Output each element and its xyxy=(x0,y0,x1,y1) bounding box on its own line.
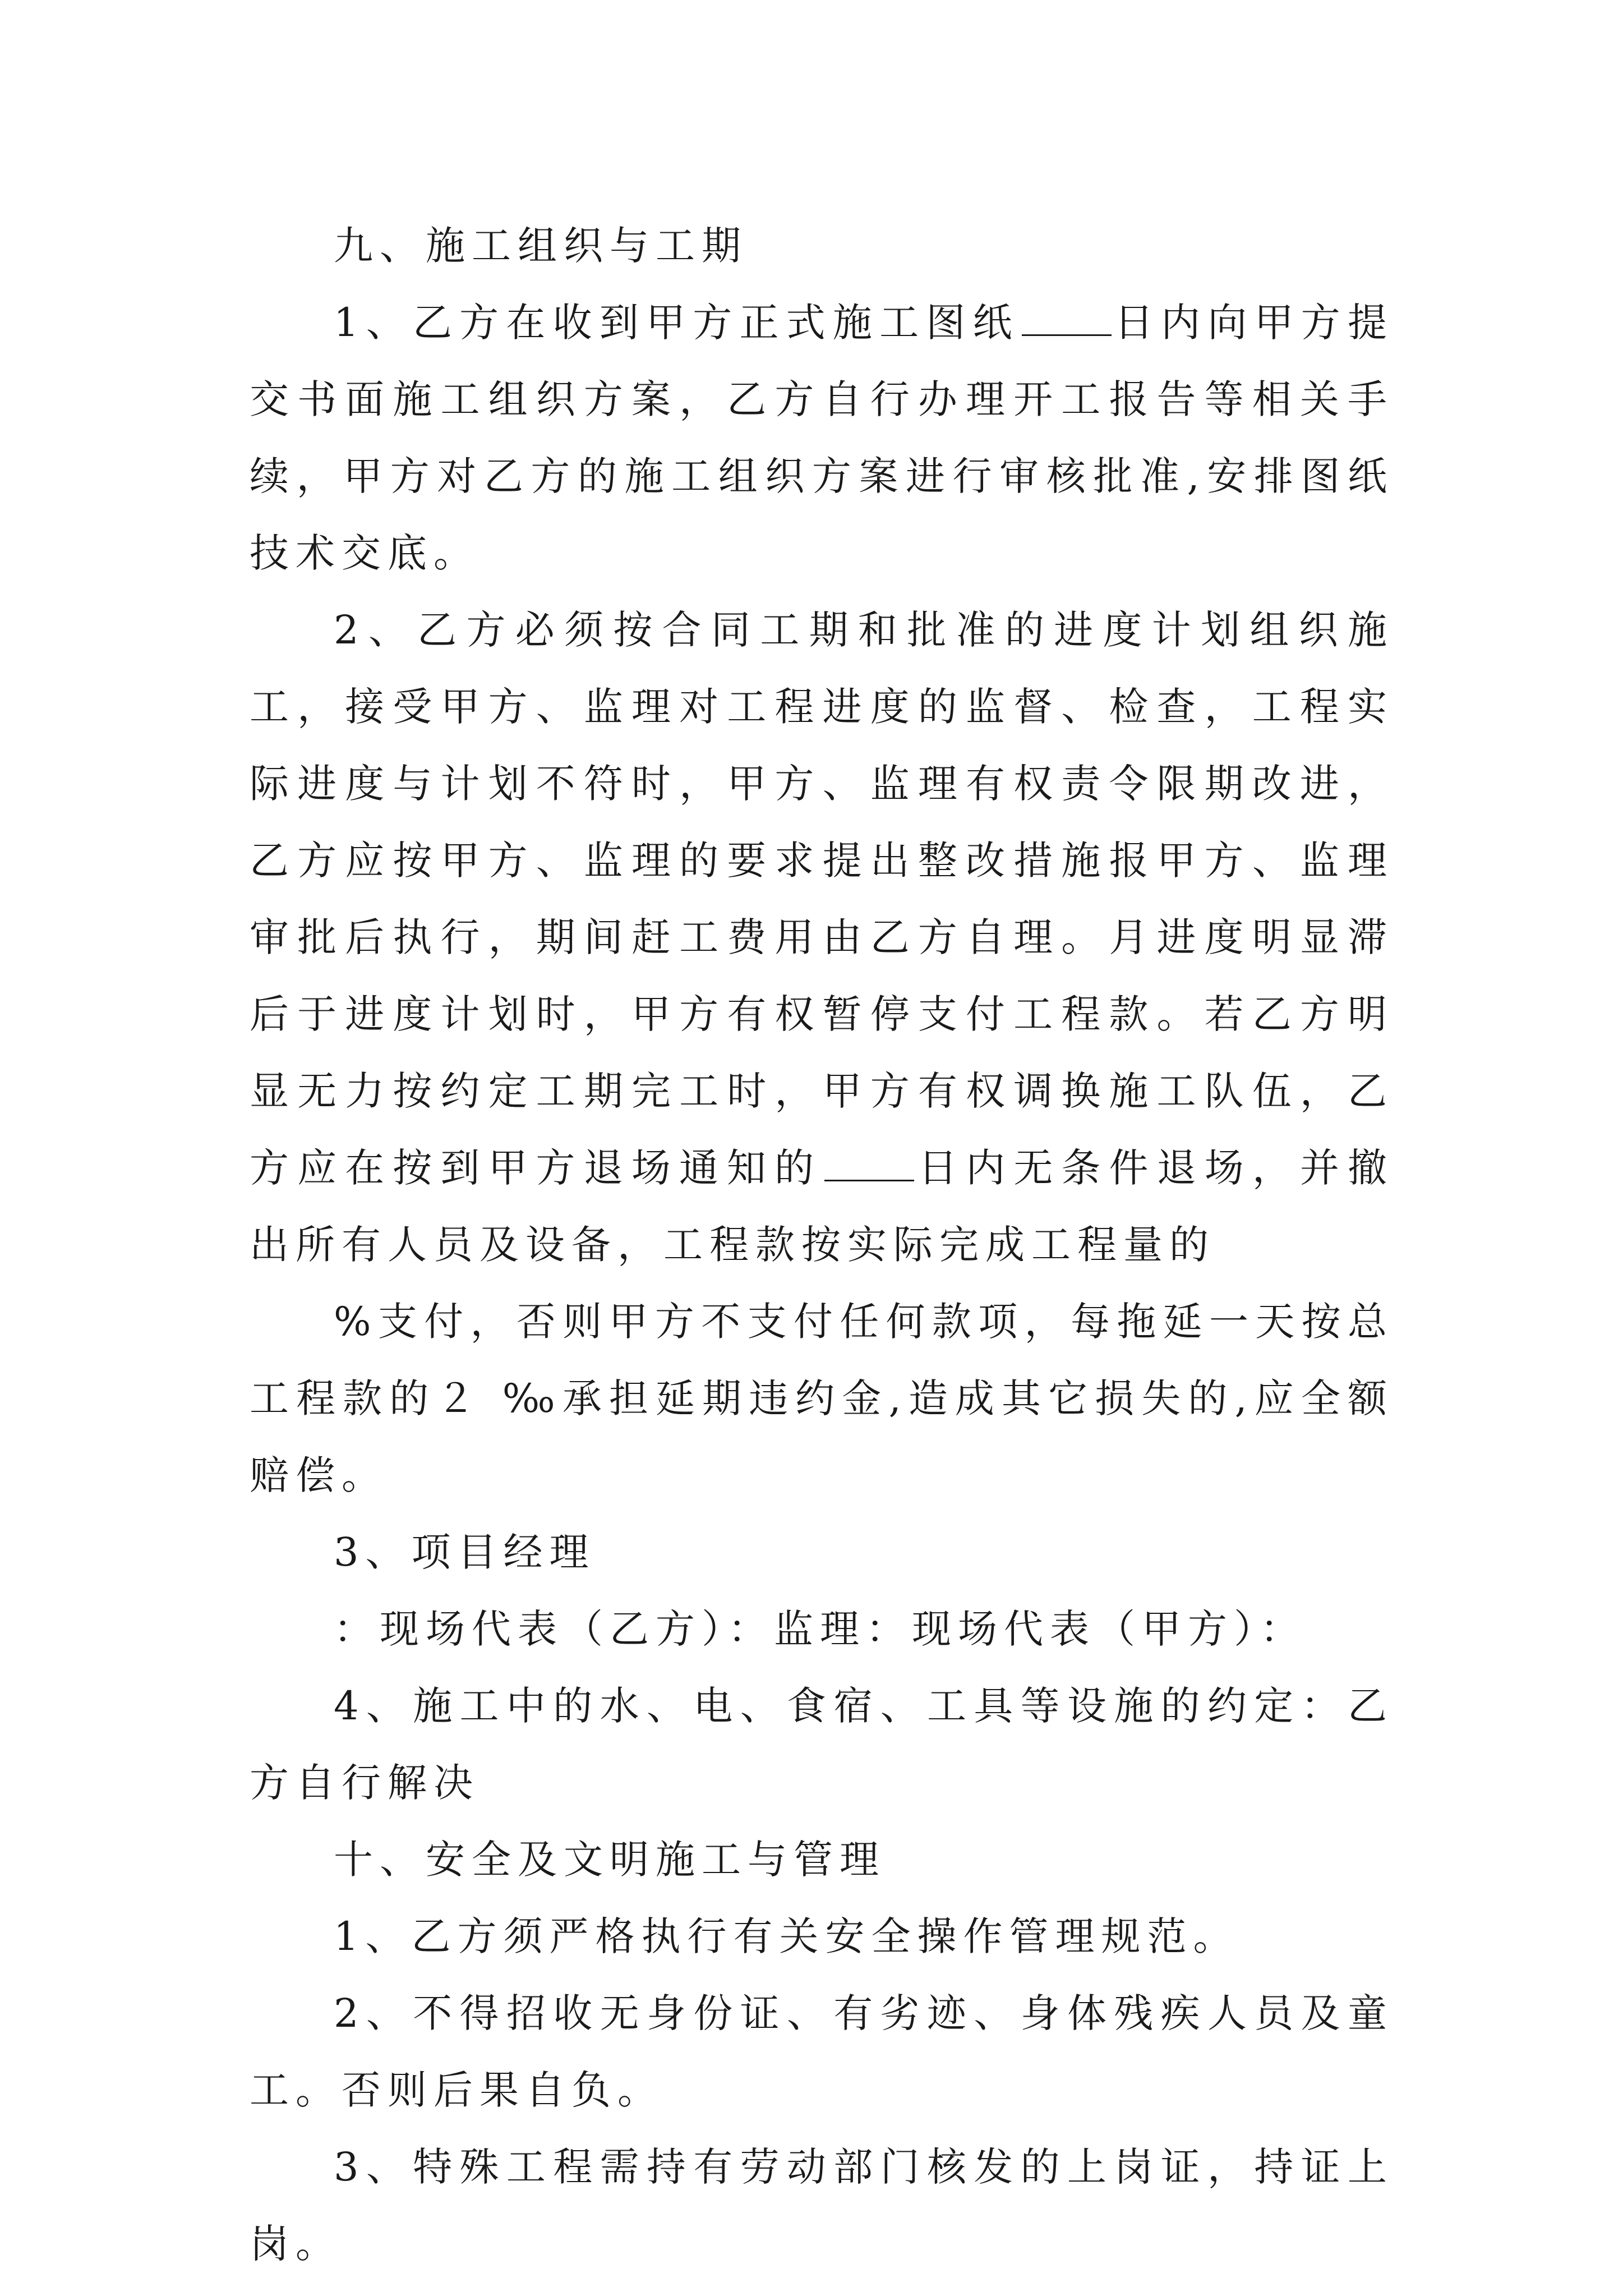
fill-in-blank xyxy=(1022,301,1112,336)
paragraph-9-2-part-a: 2、乙方必须按合同工期和批准的进度计划组织施工，接受甲方、监理对工程进度的监督、检查，工程实际进度与计划不符时，甲方、监理有权责令限期改进，乙方应按甲方、监理的要求提出整改措施报甲方、监理审批后执行，期间赶工费用由乙方自理。月进度明显滞后于进度计划时，甲方有权暂停支付工程款。若乙方明显无力按约定工期完工时，甲方有权调换施工队伍，乙方应在按到甲方退场通知的 xyxy=(250,607,1394,1191)
paragraph-9-3: 3、项目经理 xyxy=(334,1529,596,1575)
paragraph-9-1-part-a: 1、乙方在收到甲方正式施工图纸 xyxy=(334,300,1020,346)
paragraph-9-4: 4、施工中的水、电、食宿、工具等设施的约定：乙方自行解决 xyxy=(250,1683,1394,1806)
paragraph-9-2 xyxy=(250,592,1394,1283)
paragraph-9-2-part-b: 日内无条件退场，并撤出所有人员及设备，工程款按实际完成工程量的 xyxy=(250,1145,1394,1268)
paragraph-9-2-continued: %支付，否则甲方不支付任何款项，每拖延一天按总工程款的２ ‰承担延期违约金,造成其它损失的,应全额赔偿。 xyxy=(250,1299,1394,1498)
section-heading-10: 十、安全及文明施工与管理 xyxy=(334,1837,886,1883)
paragraph-9-1-part-b: 日内向甲方提交书面施工组织方案，乙方自行办理开工报告等相关手续，甲方对乙方的施工组织方案进行审核批准,安排图纸技术交底。 xyxy=(250,300,1394,576)
paragraph-9-1 xyxy=(250,284,1394,592)
document-body xyxy=(250,208,1394,2283)
paragraph-9-3-roles: ：现场代表（乙方）：监理：现场代表（甲方）： xyxy=(334,1606,1306,1652)
paragraph-10-3: 3、特殊工程需持有劳动部门核发的上岗证，持证上岗。 xyxy=(250,2144,1394,2267)
paragraph-10-2: 2、不得招收无身份证、有劣迹、身体残疾人员及童工。否则后果自负。 xyxy=(250,1990,1394,2113)
fill-in-blank xyxy=(824,1146,914,1181)
section-heading-9: 九、施工组织与工期 xyxy=(334,223,748,269)
paragraph-10-1: 1、乙方须严格执行有关安全操作管理规范。 xyxy=(334,1913,1239,1959)
